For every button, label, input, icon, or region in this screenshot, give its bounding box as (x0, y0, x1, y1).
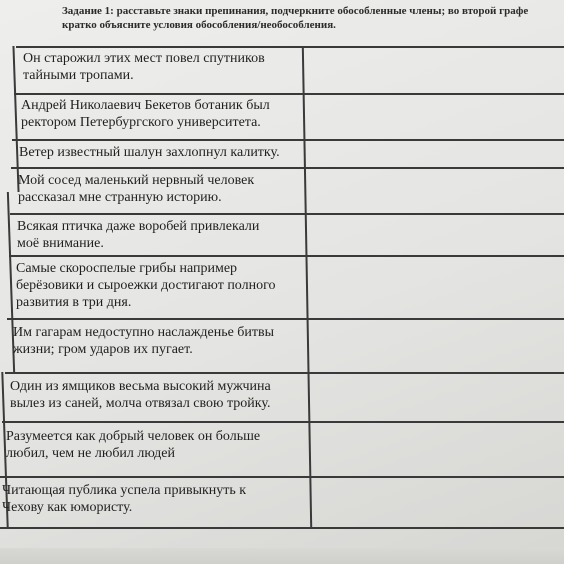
table-rule (16, 46, 564, 48)
page-bottom-edge (0, 548, 564, 564)
table-rule (0, 476, 564, 478)
sentence-cell: Один из ямщиков весьма высокий мужчина вылез из саней, молча отвязал свою тройку. (10, 379, 271, 411)
table-left-border (12, 46, 19, 192)
table-column-divider (302, 46, 312, 527)
table-rule (0, 527, 564, 529)
table-rule (2, 421, 564, 423)
sentence-cell: Читающая публика успела привыкнуть к Чехову как юмористу. (2, 483, 247, 515)
sentence-cell: Он старожил этих мест повел спутников тайными тропами. (23, 51, 265, 83)
sentence-cell: Мой сосед маленький нервный человек рассказал мне странную историю. (18, 173, 255, 205)
sentence-cell: Им гагарам недоступно наслажденье битвы жизни; гром ударов их пугает. (13, 325, 275, 357)
table-rule (10, 213, 564, 215)
sentence-cell: Андрей Николаевич Бекетов ботаник был ректором Петербургского университета. (21, 98, 270, 130)
table-rule (5, 372, 564, 374)
sentence-cell: Ветер известный шалун захлопнул калитку. (19, 145, 280, 160)
table-rule (7, 318, 564, 320)
sentence-cell: Разумеется как добрый человек он больше любил, чем не любил людей (6, 429, 261, 461)
task-instruction: Задание 1: расставьте знаки препинания, подчеркните обособленные члены; во второй графе кратко объясните условия обособления/необособления. (62, 5, 529, 31)
table-rule (12, 139, 564, 141)
table-rule (11, 167, 564, 169)
table-rule (9, 255, 564, 257)
sentence-cell: Самые скороспелые грибы например берёзовики и сыроежки достигают полного развития в три дня. (16, 261, 276, 310)
table-rule (14, 93, 564, 95)
sentence-cell: Всякая птичка даже воробей привлекали моё внимание. (17, 219, 260, 251)
